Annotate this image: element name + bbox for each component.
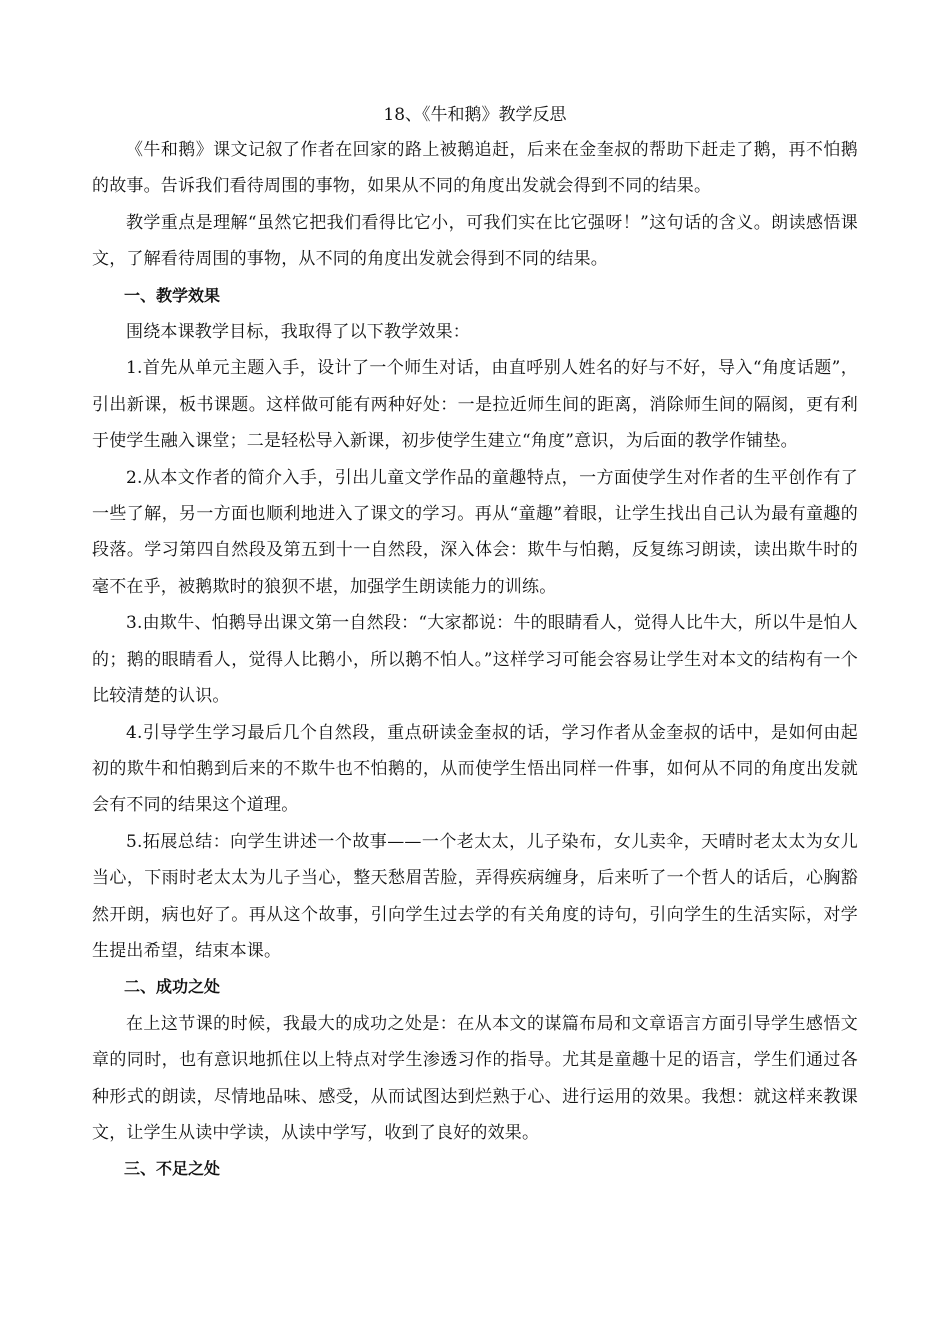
section2-paragraph-1: 在上这节课的时候，我最大的成功之处是：在从本文的谋篇布局和文章语言方面引导学生感悟文章的同时，也有意识地抓住以上特点对学生渗透习作的指导。尤其是童趣十足的语言，学生们通过各种形式的朗读，尽情地品味、感受，从而试图达到烂熟于心、进行运用的效果。我想：就这样来教课文，让学生从读中学读，从读中学写，收到了良好的效果。 (92, 1013, 858, 1143)
section-heading-teaching-effect: 一、教学效果 (124, 285, 221, 305)
section1-paragraph-lead: 围绕本课教学目标，我取得了以下教学效果： (126, 322, 470, 343)
section-heading-shortcomings: 三、不足之处 (124, 1159, 221, 1179)
section1-paragraph-2: 2.从本文作者的简介入手，引出儿童文学作品的童趣特点，一方面使学生对作者的生平创作有了一些了解，另一方面也顺利地进入了课文的学习。再从“童趣”着眼，让学生找出自己认为最有童趣的段落。学习第四自然段及第五到十一自然段，深入体会：欺牛与怕鹅，反复练习朗读，读出欺牛时的毫不在乎，被鹅欺时的狼狈不堪，加强学生朗读能力的训练。 (92, 467, 858, 597)
section1-paragraph-3: 3.由欺牛、怕鹅导出课文第一自然段：“大家都说：牛的眼睛看人，觉得人比牛大，所以牛是怕人的；鹅的眼睛看人，觉得人比鹅小，所以鹅不怕人。”这样学习可能会容易让学生对本文的结构有一个比较清楚的认识。 (92, 613, 858, 707)
document-page (92, 98, 858, 1188)
intro-paragraph-2: 教学重点是理解“虽然它把我们看得比它小，可我们实在比它强呀！”这句话的含义。朗读感悟课文，了解看待周围的事物，从不同的角度出发就会得到不同的结果。 (92, 212, 858, 270)
section1-paragraph-4: 4.引导学生学习最后几个自然段，重点研读金奎叔的话，学习作者从金奎叔的话中，是如何由起初的欺牛和怕鹅到后来的不欺牛也不怕鹅的，从而使学生悟出同样一件事，如何从不同的角度出发就会有不同的结果这个道理。 (92, 722, 858, 816)
intro-paragraph-1: 《牛和鹅》课文记叙了作者在回家的路上被鹅追赶，后来在金奎叔的帮助下赶走了鹅，再不怕鹅的故事。告诉我们看待周围的事物，如果从不同的角度出发就会得到不同的结果。 (92, 140, 858, 197)
document-title: 18、《牛和鹅》教学反思 (383, 105, 567, 125)
section1-paragraph-1: 1.首先从单元主题入手，设计了一个师生对话，由直呼别人姓名的好与不好，导入“角度话题”，引出新课，板书课题。这样做可能有两种好处：一是拉近师生间的距离，消除师生间的隔阂，更有利于使学生融入课堂；二是轻松导入新课，初步使学生建立“角度”意识，为后面的教学作铺垫。 (92, 358, 858, 452)
section-heading-successes: 二、成功之处 (124, 977, 221, 997)
section1-paragraph-5: 5.拓展总结：向学生讲述一个故事——一个老太太，儿子染布，女儿卖伞，天晴时老太太为女儿当心，下雨时老太太为儿子当心，整天愁眉苦脸，弄得疾病缠身，后来听了一个哲人的话后，心胸豁然开朗，病也好了。再从这个故事，引向学生过去学的有关角度的诗句，引向学生的生活实际，对学生提出希望，结束本课。 (92, 831, 858, 961)
